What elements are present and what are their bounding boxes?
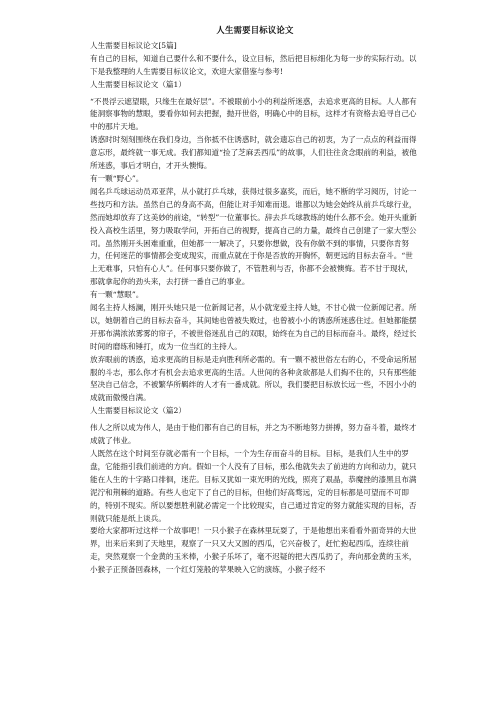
body-paragraph: 闻名乒乓球运动员邓亚萍，从小就打乒乓球，获得过很多嘉奖，而后，她不断的学习阅历，讨论一些技巧和方法。虽然自己的身高不高，但能让对手知难而退。谁都以为她会始终从前乒乓球行业，然而她却放弃了这美妙的前途，“转型”一位董事长。辞去乒乓球教练的她什么都不会。她开头重新投入高校生活里，努力吸取学问，开拓自己的视野，提高自己的力量，最终自己创建了一家大型公司。虽然刚开头困难重重，但她都一一解决了，只要你想做，没有你做不到的事情，只要你肯努力，任何迷茫的事情都会变成现实，而重点就在于你是否放的开胸怀，朝更远的目标去奋斗。“世上无难事，只怕有心人”。任何事只要你做了，不管胜利与否，你都不会被懊悔。若不甘于现状，那就拿起你的劲头来，去打拼一番自己的事业。 [90, 186, 417, 287]
document-title: 人生需要目标议论文 [216, 25, 294, 35]
section-heading: 人生需要目标议论文（篇1） [90, 79, 186, 89]
sub-heading: 有一颗“野心”。 [90, 173, 144, 183]
sub-heading: 有一颗“慧眼”。 [90, 290, 144, 300]
body-paragraph: 伟人之所以成为伟人，是由于他们都有自己的目标，并之为不断地努力拼搏，努力奋斗着，最终才成就了伟业。 [90, 423, 417, 446]
body-paragraph: 放弃眼前的诱惑，追求更高的目标是走向胜利所必需的。有一颗不被世俗左右的心，不受命运所屈服的斗志，那么你才有机会去追求更高的生活。人世间的各种贪欲都是人们掏不住的，只有那些能坚决自己信念，不被繁华所羁绊的人才有一番成就。所以，我们要把目标放长远一些，不因小小的成就而傲慢自满。 [90, 354, 417, 403]
body-paragraph: “不畏浮云遮望眼，只缘生在最好层”。不被眼前小小的利益所迷惑，去追求更高的目标。人人都有能洞察事物的慧眼，要看你如何去把握，抛开世俗，明确心中的目标，这样才有资格去追寻自己心中的那片天地。 [90, 96, 417, 132]
intro-paragraph: 有自己的目标，知道自己要什么和不要什么，设立目标，然后把目标细化为每一步的实际行动。以下是我整理的人生需要目标议论文，欢迎大家借鉴与参考! [90, 53, 417, 76]
body-paragraph: 人既然在这个时间至存就必需有一个目标，一个为生存而奋斗的目标。目标，是我们人生中的罗盘，它能指引我们前进的方向。假如一个人没有了目标，那么他就失去了前进的方向和动力，就只能在人生的十字路口徘徊，迷茫。目标又犹如一束光明的光线，照亮了艰晶，恭魔挫的漆黑且布满泥泞和荆棘的道路。有些人也定下了自己的目标，但他们好高骛远，定的目标都是可望而不可即的，特别不现实。所以要想胜利就必需定一个比较现实，自己通过肯定的努力就能实现的目标，否则就只能是纸上谈兵。 [90, 449, 417, 523]
body-paragraph: 诱惑时时刻刻围绕在我们身边，当你抵不住诱惑时，就会遗忘自己的初衷，为了一点点的利益而得意忘形，最终就一事无成。我们都知道“捡了芝麻丢西瓜”的故事，人们往往贪念眼前的利益，被他所迷惑，事后才明白，才开头懊悔。 [90, 135, 417, 171]
body-paragraph: 闻名主持人杨澜，刚开头她只是一位新闻记者，从小就宠爱主持人她，不甘心做一位新闻记者。所以，她朝着自己的目标去奋斗，其间她也曾被失败过，也曾被小小的诱惑所迷惑住过。但她都能摆开那布满浓浓雾雾的帘子，不被世俗迷乱自己的双眼，始终在为自己的目标而奋斗。最终，经过长时间的磨练和锤打，成为一位当红的主持人。 [90, 303, 417, 351]
article-subtitle: 人生需要目标议论文[5篇] [90, 40, 177, 50]
body-paragraph: 要给大家都听过这样一个故事吧！一只小猴子在森林里玩耍了，于是他想出来看看外面奇异的大世界，出来后来到了天地里，观察了一只又大又圆的西瓜，它兴奋极了，赶忙抱起西瓜，连续往前走，突然观察一个金黄的玉米棒，小猴子乐坏了，毫不迟疑的把大西瓜扔了，奔向那金黄的玉米，小猴子正预备回森林，一个红灯笼般的苹果映入它的演练，小猴子经不 [90, 526, 417, 575]
section-heading: 人生需要目标议论文（篇2） [90, 406, 186, 416]
